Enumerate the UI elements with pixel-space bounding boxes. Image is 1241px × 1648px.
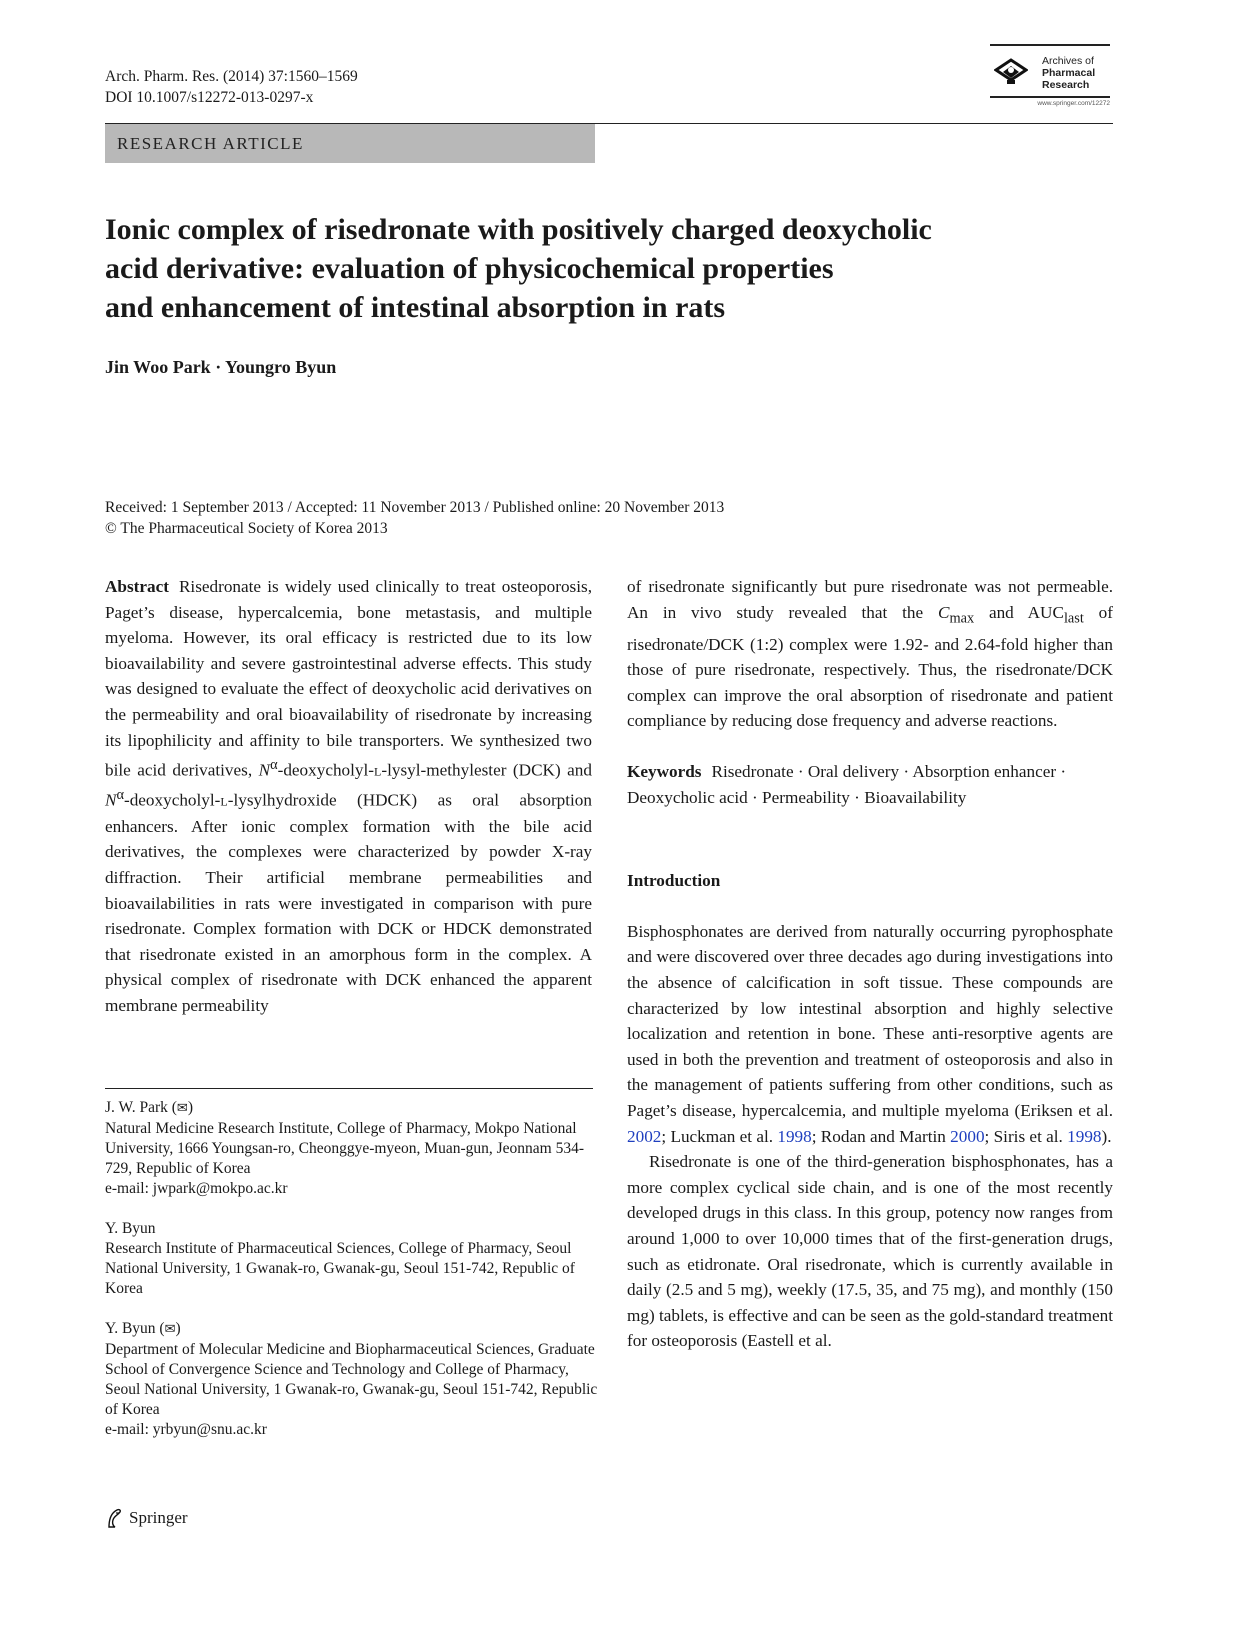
affiliation-address: Natural Medicine Research Institute, College of Pharmacy, Mokpo National University, 1666 Youngsan-ro, Cheonggye-myeon, Muan-gun, Jeonnam 534-729, Republic of Korea xyxy=(105,1120,585,1177)
right-column xyxy=(627,574,1113,1354)
logo-text-line1: Archives of xyxy=(1042,55,1094,67)
affiliation-byun-2 xyxy=(105,1319,605,1440)
article-type-banner: RESEARCH ARTICLE xyxy=(105,124,595,163)
introduction-paragraph-1: Bisphosphonates are derived from naturally occurring pyrophosphate and were discovered over three decades ago during investigations into the absence of calcification in soft tissue. These compounds are characterized by low intestinal absorption and highly selective localization and retention in bone. These anti-resorptive agents are used in both the prevention and treatment of osteoporosis and also in the management of patients suffering from other conditions, such as Paget’s disease, hypercalcemia, and multiple myeloma (Eriksen et al. 2002; Luckman et al. 1998; Rodan and Martin 2000; Siris et al. 1998). xyxy=(627,921,1113,1146)
logo-url[interactable]: www.springer.com/12272 xyxy=(1037,100,1110,107)
abstract-heading: Abstract xyxy=(105,577,169,596)
title-line-1: Ionic complex of risedronate with positively charged deoxycholic xyxy=(105,213,932,246)
introduction-heading: Introduction xyxy=(627,871,721,891)
affiliation-park xyxy=(105,1098,605,1199)
affiliation-address: Research Institute of Pharmaceutical Sciences, College of Pharmacy, Seoul National University, 1 Gwanak-ro, Gwanak-gu, Seoul 151-742, Republic of Korea xyxy=(105,1240,575,1297)
author-name: Y. Byun (✉) xyxy=(105,1319,605,1340)
received-accepted-published: Received: 1 September 2013 / Accepted: 11 November 2013 / Published online: 20 November 2013 xyxy=(105,499,725,516)
copyright-line: © The Pharmaceutical Society of Korea 2013 xyxy=(105,520,388,537)
footnote-rule xyxy=(105,1088,593,1089)
title-line-2: acid derivative: evaluation of physicochemical properties xyxy=(105,252,834,285)
keywords-list: Risedronate · Oral delivery · Absorption enhancer · Deoxycholic acid · Permeability · Bioavailability xyxy=(627,762,1067,807)
citation-link[interactable]: 1998 xyxy=(777,1126,812,1146)
logo-text-line3: Research xyxy=(1042,79,1090,91)
keywords-heading: Keywords xyxy=(627,762,702,781)
keywords-paragraph xyxy=(627,759,1113,810)
affiliation-address: Department of Molecular Medicine and Biopharmaceutical Sciences, Graduate School of Convergence Science and Technology and College of Pharmacy, Seoul National University, 1 Gwanak-ro, Gwanak-gu, Seoul 151-742, Republic of Korea xyxy=(105,1341,598,1418)
affiliation-byun-1 xyxy=(105,1219,605,1299)
envelope-icon: ✉ xyxy=(164,1322,176,1337)
title-line-3: and enhancement of intestinal absorption in rats xyxy=(105,291,726,324)
author-affiliations xyxy=(105,1098,605,1460)
journal-emblem-icon xyxy=(994,56,1028,86)
author-email[interactable]: e-mail: jwpark@mokpo.ac.kr xyxy=(105,1180,288,1197)
journal-citation: Arch. Pharm. Res. (2014) 37:1560–1569 xyxy=(105,68,358,85)
journal-logo xyxy=(990,44,1110,107)
publisher-name: Springer xyxy=(129,1508,188,1527)
logo-rule-bottom xyxy=(990,96,1110,98)
publication-dates xyxy=(105,497,724,539)
logo-rule-top xyxy=(990,44,1110,46)
envelope-icon: ✉ xyxy=(176,1101,188,1116)
springer-horse-icon xyxy=(105,1507,125,1529)
publisher-footer xyxy=(105,1507,188,1529)
abstract-continuation: of risedronate significantly but pure risedronate was not permeable. An in vivo study revealed that the $C_{max}$ and $AUC_{last}$ of risedronate/DCK (1:2) complex were 1.92- and 2.64-fold higher than those of pure risedronate, respectively. Thus, the risedronate/DCK complex can improve the oral absorption of risedronate and patient compliance by reducing dose frequency and adverse reactions. xyxy=(627,577,1113,731)
citation-link[interactable]: 2000 xyxy=(950,1126,985,1146)
paper-title xyxy=(105,210,1085,327)
citation-link[interactable]: 2002 xyxy=(627,1126,662,1146)
doi: DOI 10.1007/s12272-013-0297-x xyxy=(105,89,314,106)
author-name: Y. Byun xyxy=(105,1220,156,1237)
left-column xyxy=(105,574,592,1019)
journal-reference xyxy=(105,66,358,108)
logo-text-line2: Pharmacal xyxy=(1042,67,1096,79)
abstract-paragraph: Abstract Risedronate is widely used clinically to treat osteoporosis, Paget’s disease, hypercalcemia, bone metastasis, and multiple myeloma. However, its oral efficacy is restricted due to its low bioavailability and severe gastrointestinal adverse effects. This study was designed to evaluate the effect of deoxycholic acid derivatives on the permeability and oral bioavailability of risedronate by increasing its lipophilicity and affinity to bile transporters. We synthesized two bile acid derivatives, $N^\alpha-deoxycholyl-l-lysyl$-methylester (DCK) and $N^\alpha-deoxycholyl-l$-lysylhydroxide (HDCK) as oral absorption enhancers. After ionic complex formation with the bile acid derivatives, the complexes were characterized by powder X-ray diffraction. Their artificial membrane permeabilities and bioavailabilities in rats were investigated in comparison with pure risedronate. Complex formation with DCK or HDCK demonstrated that risedronate existed in an amorphous form in the complex. A physical complex of risedronate with DCK enhanced the apparent membrane permeability xyxy=(105,577,592,1015)
author-email[interactable]: e-mail: yrbyun@snu.ac.kr xyxy=(105,1421,267,1438)
introduction-paragraph-2: Risedronate is one of the third-generation bisphosphonates, has a more complex cyclical side chain, and is one of the most recently developed drugs in this class. In this group, potency now ranges from around 1,000 to over 10,000 times that of the first-generation drugs, such as etidronate. Oral risedronate, which is currently available in daily (2.5 and 5 mg), weekly (17.5, 35, and 75 mg), and monthly (150 mg) tablets, is effective and can be seen as the gold-standard treatment for osteoporosis (Eastell et al. xyxy=(627,1152,1113,1351)
author-name: J. W. Park (✉) xyxy=(105,1098,605,1119)
citation-link[interactable]: 1998 xyxy=(1067,1126,1102,1146)
author-list: Jin Woo Park · Youngro Byun xyxy=(105,357,337,377)
